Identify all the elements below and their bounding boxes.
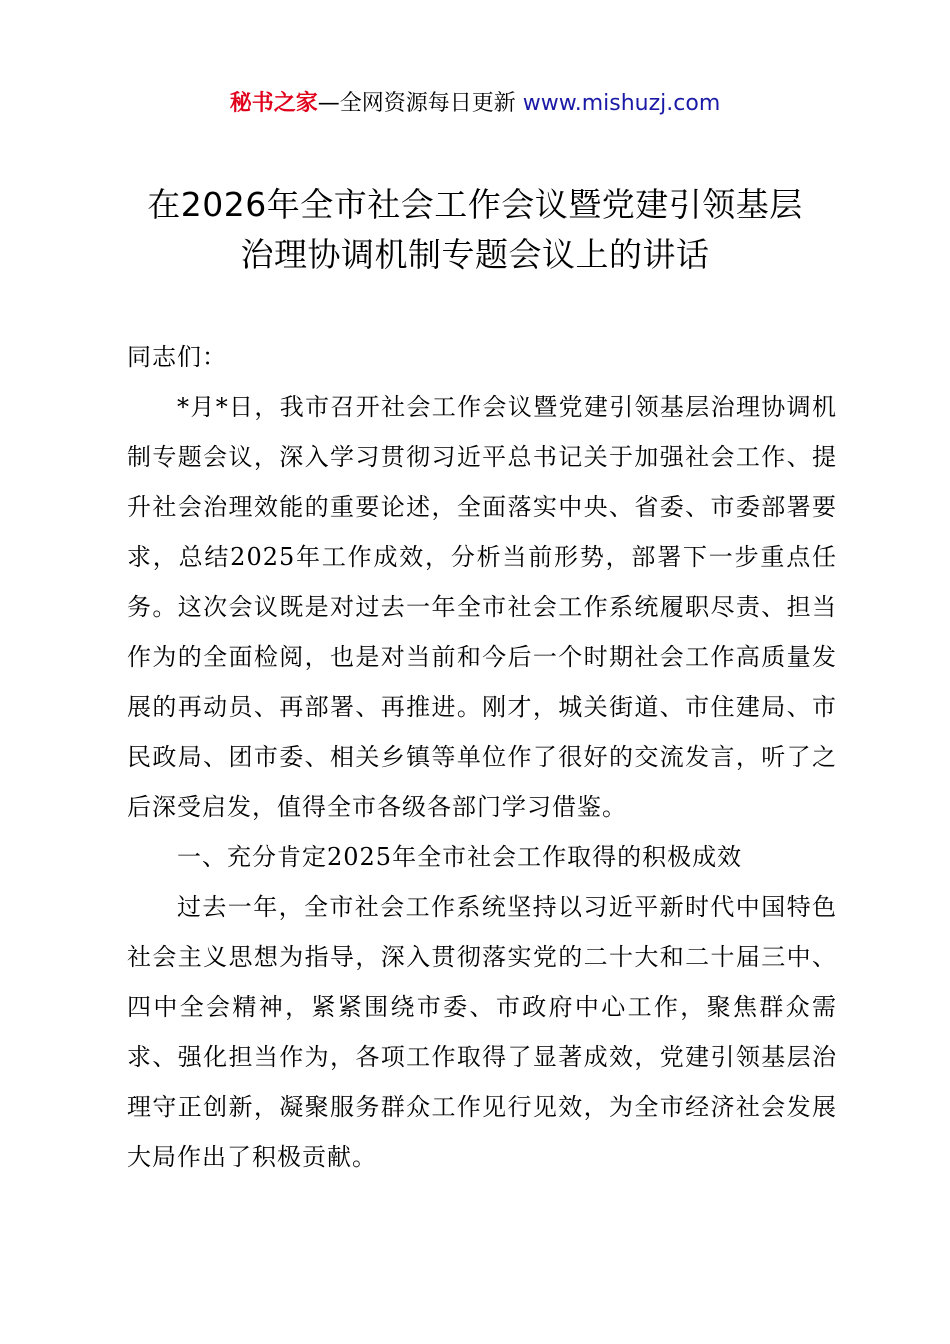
document-title-line-2: 治理协调机制专题会议上的讲话 xyxy=(240,235,710,274)
document-title-line-1: 在2026年全市社会工作会议暨党建引领基层 xyxy=(147,185,803,224)
site-brand: 秘书之家 xyxy=(229,91,318,116)
site-url-link[interactable]: www.mishuzj.com xyxy=(522,91,721,116)
section-heading: 一、充分肯定2025年全市社会工作取得的积极成效 xyxy=(177,843,743,871)
document-title xyxy=(100,180,850,280)
site-header xyxy=(0,88,950,120)
salutation: 同志们： xyxy=(127,343,227,371)
body-paragraph: *月*日，我市召开社会工作会议暨党建引领基层治理协调机制专题会议，深入学习贯彻习近平总书记关于加强社会工作、提升社会治理效能的重要论述，全面落实中央、省委、市委部署要求，总结2025年工作成效，分析当前形势，部署下一步重点任务。这次会议既是对过去一年全市社会工作系统履职尽责、担当作为的全面检阅，也是对当前和今后一个时期社会工作高质量发展的再动员、再部署、再推进。刚才，城关街道、市住建局、市民政局、团市委、相关乡镇等单位作了很好的交流发言，听了之后深受启发，值得全市各级各部门学习借鉴。 xyxy=(127,393,837,821)
body-paragraph: 过去一年，全市社会工作系统坚持以习近平新时代中国特色社会主义思想为指导，深入贯彻落实党的二十大和二十届三中、四中全会精神，紧紧围绕市委、市政府中心工作，聚焦群众需求、强化担当作为，各项工作取得了显著成效，党建引领基层治理守正创新，凝聚服务群众工作见行见效，为全市经济社会发展大局作出了积极贡献。 xyxy=(127,893,837,1171)
document-body xyxy=(127,332,837,1182)
site-tagline: —全网资源每日更新 xyxy=(317,91,516,116)
